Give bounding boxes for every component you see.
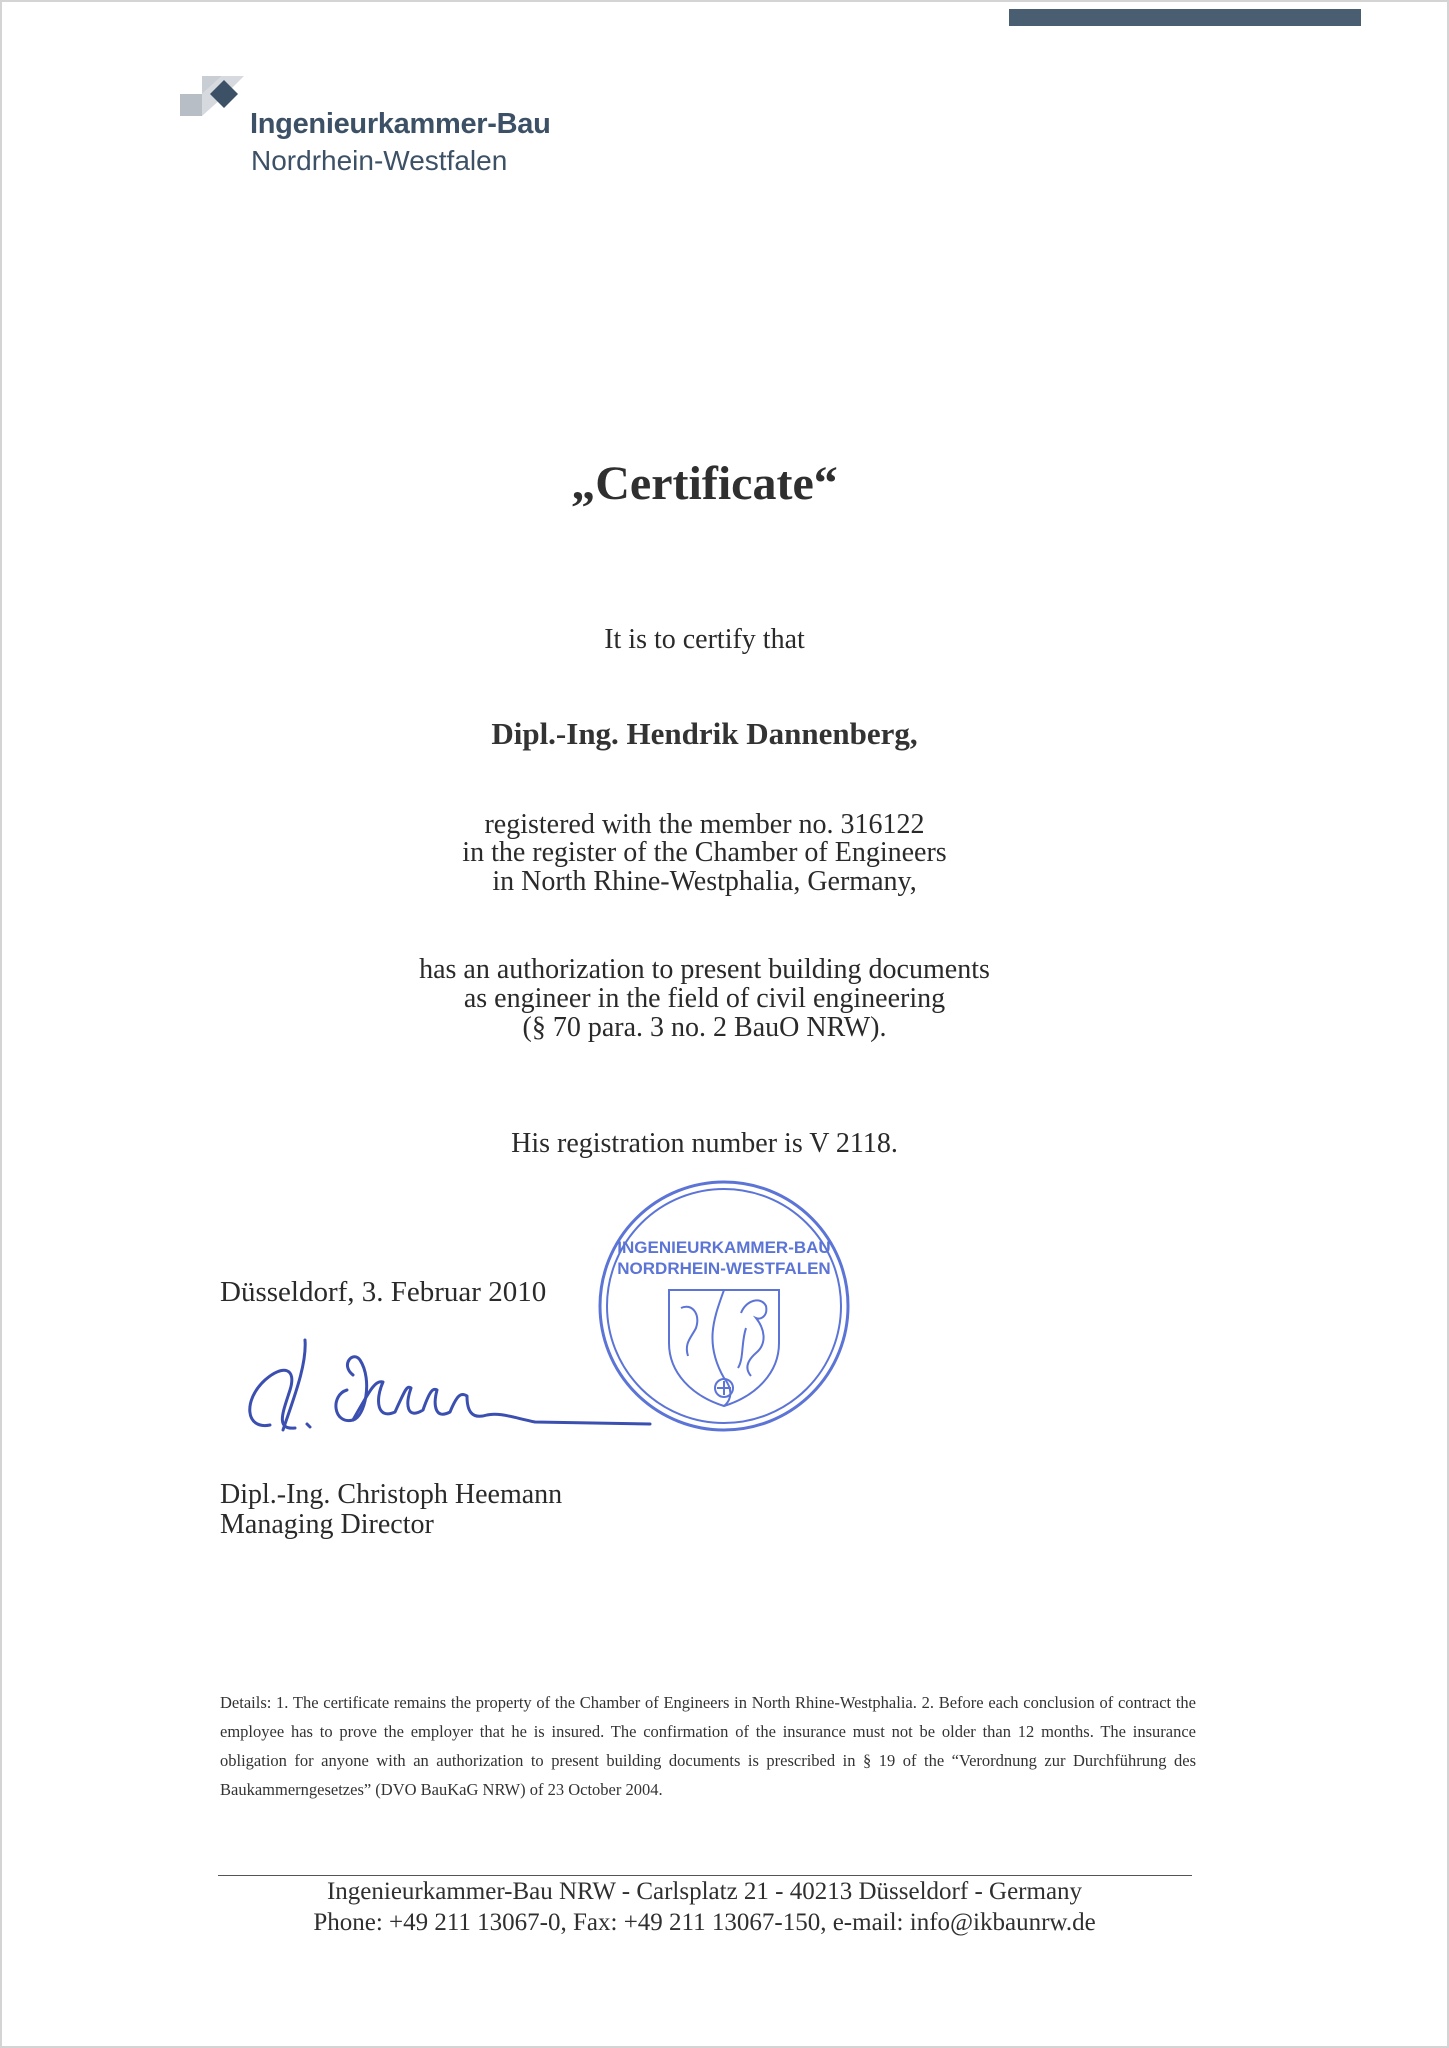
authorization-line: as engineer in the field of civil engineering: [463, 983, 946, 1014]
signer-title: Managing Director: [220, 1509, 434, 1540]
certificate-title: „Certificate“: [571, 457, 838, 510]
details-notes: Details: 1. The certificate remains the property of the Chamber of Engineers in North Rhine-Westphalia. 2. Before each conclusion of contract the employee has to prove the employer that he is insured. The confirmation of the insurance must not be older than 12 months. The insurance obligation for anyone with an authorization to present building documents is prescribed in § 19 of the “Verordnung zur Durchführung des Baukammerngesetzes” (DVO BauKaG NRW) of 23 October 2004.: [220, 1693, 1196, 1799]
footer-address: Ingenieurkammer-Bau NRW - Carlsplatz 21 - 40213 Düsseldorf - Germany: [326, 1878, 1083, 1905]
signer-block: [220, 1480, 562, 1540]
handwritten-signature: [235, 1320, 655, 1470]
authorization-line: (§ 70 para. 3 no. 2 BauO NRW).: [522, 1012, 887, 1043]
place-and-date: Düsseldorf, 3. Februar 2010: [220, 1276, 547, 1308]
stamp-text-line1: INGENIEURKAMMER-BAU: [617, 1238, 831, 1257]
signer-name: Dipl.-Ing. Christoph Heemann: [220, 1479, 563, 1510]
diamond-cube-logo-icon: [180, 76, 246, 122]
header-accent-bar: [1009, 9, 1361, 26]
footer-contact: Phone: +49 211 13067-0, Fax: +49 211 13067-150, e-mail: info@ikbaunrw.de: [313, 1909, 1096, 1936]
authorization-line: has an authorization to present building documents: [419, 954, 990, 985]
registration-number: His registration number is V 2118.: [511, 1128, 898, 1159]
official-seal-stamp: [596, 1178, 852, 1434]
registration-line: in North Rhine-Westphalia, Germany,: [492, 866, 917, 897]
footer-divider: [218, 1875, 1192, 1876]
organization-region: Nordrhein-Westfalen: [251, 145, 508, 176]
stamp-text-line2: NORDRHEIN-WESTFALEN: [617, 1259, 831, 1278]
registration-line: in the register of the Chamber of Engineers: [462, 837, 947, 868]
certify-intro: It is to certify that: [604, 624, 805, 655]
organization-name: Ingenieurkammer-Bau: [250, 108, 551, 140]
certificate-holder-name: Dipl.-Ing. Hendrik Dannenberg,: [491, 716, 918, 751]
registration-line: registered with the member no. 316122: [484, 809, 925, 840]
